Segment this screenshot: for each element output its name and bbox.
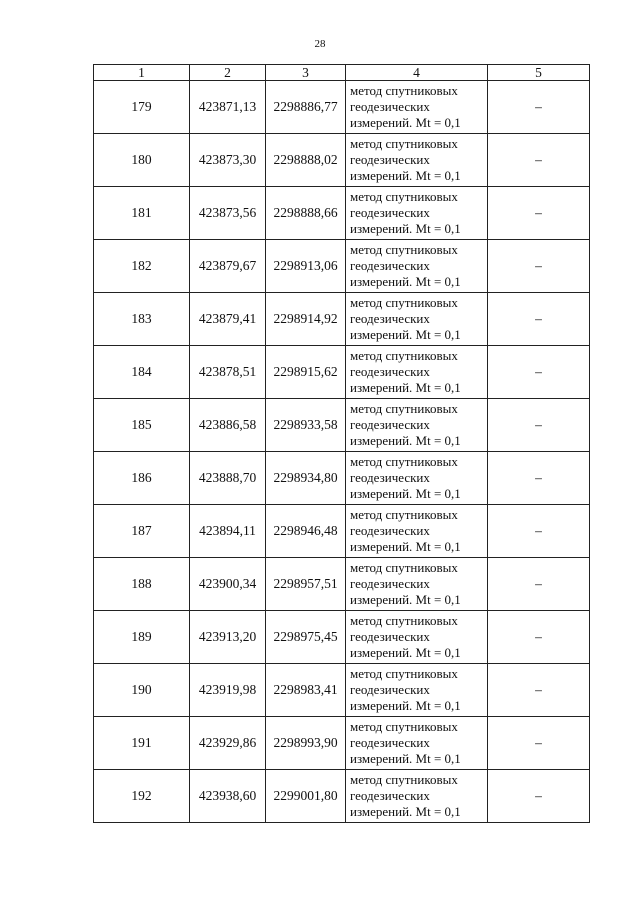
method-description: метод спутниковых геодезических измерений. Mt = 0,1 <box>346 134 488 187</box>
coord-y: 2299001,80 <box>266 770 346 823</box>
point-number: 189 <box>94 611 190 664</box>
note-cell: – <box>488 81 590 134</box>
point-number: 188 <box>94 558 190 611</box>
method-description: метод спутниковых геодезических измерений. Mt = 0,1 <box>346 558 488 611</box>
note-cell: – <box>488 558 590 611</box>
point-number: 182 <box>94 240 190 293</box>
method-description: метод спутниковых геодезических измерений. Mt = 0,1 <box>346 452 488 505</box>
table-row <box>94 558 590 611</box>
coord-x: 423879,41 <box>190 293 266 346</box>
table-row <box>94 81 590 134</box>
table-row <box>94 187 590 240</box>
header-col-4: 4 <box>346 65 488 81</box>
coord-y: 2298993,90 <box>266 717 346 770</box>
point-number: 184 <box>94 346 190 399</box>
note-cell: – <box>488 717 590 770</box>
header-col-3: 3 <box>266 65 346 81</box>
point-number: 179 <box>94 81 190 134</box>
page-number: 28 <box>314 38 326 50</box>
coord-x: 423873,30 <box>190 134 266 187</box>
note-cell: – <box>488 346 590 399</box>
method-description: метод спутниковых геодезических измерений. Mt = 0,1 <box>346 611 488 664</box>
coordinates-table <box>93 64 590 823</box>
note-cell: – <box>488 611 590 664</box>
note-cell: – <box>488 664 590 717</box>
method-description: метод спутниковых геодезических измерений. Mt = 0,1 <box>346 770 488 823</box>
method-description: метод спутниковых геодезических измерений. Mt = 0,1 <box>346 717 488 770</box>
coord-x: 423900,34 <box>190 558 266 611</box>
coord-y: 2298975,45 <box>266 611 346 664</box>
method-description: метод спутниковых геодезических измерений. Mt = 0,1 <box>346 81 488 134</box>
note-cell: – <box>488 452 590 505</box>
coord-x: 423929,86 <box>190 717 266 770</box>
table-row <box>94 717 590 770</box>
table-row <box>94 134 590 187</box>
note-cell: – <box>488 240 590 293</box>
coord-y: 2298934,80 <box>266 452 346 505</box>
point-number: 192 <box>94 770 190 823</box>
coord-y: 2298886,77 <box>266 81 346 134</box>
table-row <box>94 505 590 558</box>
coord-x: 423871,13 <box>190 81 266 134</box>
coord-x: 423873,56 <box>190 187 266 240</box>
note-cell: – <box>488 187 590 240</box>
coord-x: 423894,11 <box>190 505 266 558</box>
point-number: 181 <box>94 187 190 240</box>
method-description: метод спутниковых геодезических измерений. Mt = 0,1 <box>346 664 488 717</box>
method-description: метод спутниковых геодезических измерений. Mt = 0,1 <box>346 399 488 452</box>
coord-x: 423938,60 <box>190 770 266 823</box>
table-row <box>94 664 590 717</box>
coord-y: 2298888,66 <box>266 187 346 240</box>
coord-y: 2298957,51 <box>266 558 346 611</box>
point-number: 183 <box>94 293 190 346</box>
note-cell: – <box>488 134 590 187</box>
coord-x: 423888,70 <box>190 452 266 505</box>
table-row <box>94 770 590 823</box>
coord-x: 423886,58 <box>190 399 266 452</box>
table-header-row <box>94 65 590 81</box>
point-number: 180 <box>94 134 190 187</box>
table-row <box>94 293 590 346</box>
method-description: метод спутниковых геодезических измерений. Mt = 0,1 <box>346 505 488 558</box>
point-number: 186 <box>94 452 190 505</box>
table-row <box>94 399 590 452</box>
coord-y: 2298915,62 <box>266 346 346 399</box>
note-cell: – <box>488 505 590 558</box>
method-description: метод спутниковых геодезических измерений. Mt = 0,1 <box>346 346 488 399</box>
coord-y: 2298946,48 <box>266 505 346 558</box>
table-row <box>94 611 590 664</box>
coord-x: 423913,20 <box>190 611 266 664</box>
note-cell: – <box>488 293 590 346</box>
header-col-5: 5 <box>488 65 590 81</box>
coord-x: 423879,67 <box>190 240 266 293</box>
coord-y: 2298888,02 <box>266 134 346 187</box>
method-description: метод спутниковых геодезических измерений. Mt = 0,1 <box>346 187 488 240</box>
note-cell: – <box>488 399 590 452</box>
header-col-2: 2 <box>190 65 266 81</box>
table-row <box>94 240 590 293</box>
coord-y: 2298913,06 <box>266 240 346 293</box>
point-number: 190 <box>94 664 190 717</box>
table-row <box>94 346 590 399</box>
coord-y: 2298983,41 <box>266 664 346 717</box>
point-number: 187 <box>94 505 190 558</box>
coord-y: 2298914,92 <box>266 293 346 346</box>
coord-x: 423919,98 <box>190 664 266 717</box>
table-row <box>94 452 590 505</box>
coord-y: 2298933,58 <box>266 399 346 452</box>
point-number: 191 <box>94 717 190 770</box>
method-description: метод спутниковых геодезических измерений. Mt = 0,1 <box>346 293 488 346</box>
point-number: 185 <box>94 399 190 452</box>
coord-x: 423878,51 <box>190 346 266 399</box>
note-cell: – <box>488 770 590 823</box>
method-description: метод спутниковых геодезических измерений. Mt = 0,1 <box>346 240 488 293</box>
header-col-1: 1 <box>94 65 190 81</box>
